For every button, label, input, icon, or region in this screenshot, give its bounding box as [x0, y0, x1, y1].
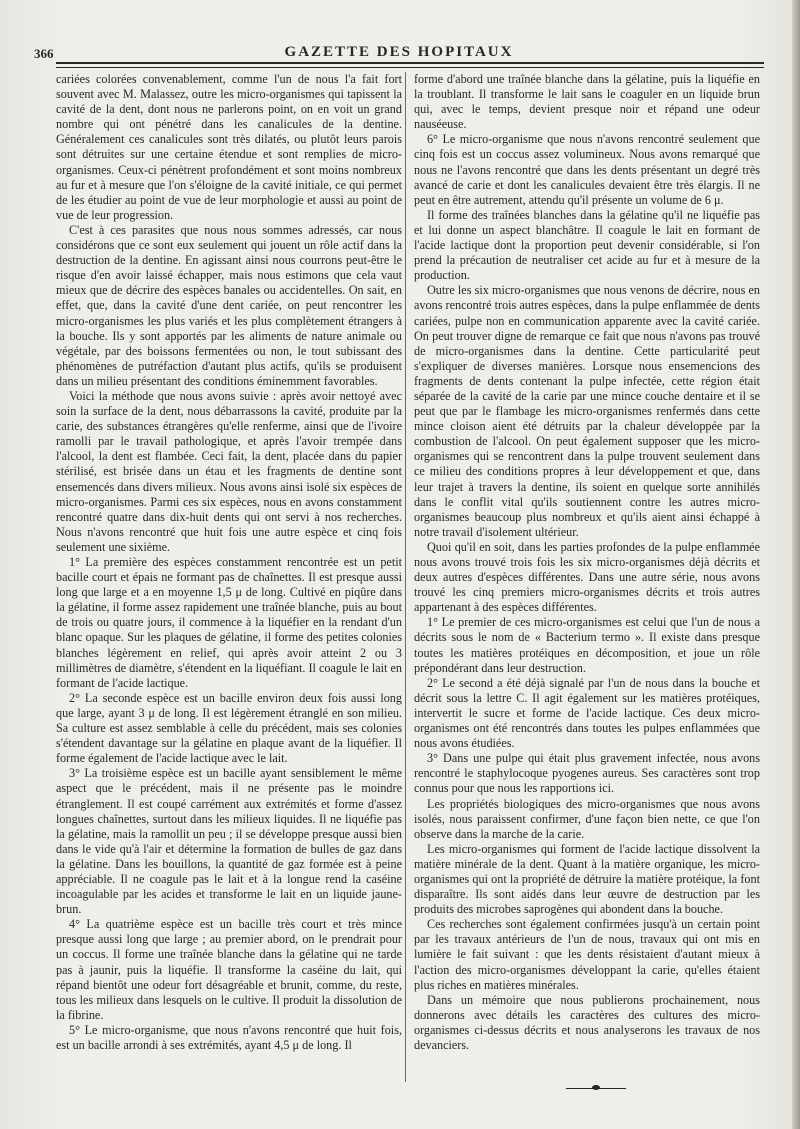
paragraph: 5° Le micro-organisme, que nous n'avons rencontré que huit fois, est un bacille arrondi à ses extrémités, ayant 4,5 μ de long. Il [56, 1022, 402, 1052]
paragraph: forme d'abord une traînée blanche dans la gélatine, puis la liquéfie en la troublant. Il transforme le lait sans le coaguler en un liquide brun qui, avec le temps, devient presque noir et répand une odeur nauséeuse. [414, 72, 760, 132]
paragraph: 6° Le micro-organisme que nous n'avons rencontré seulement que cinq fois est un coccus assez volumineux. Nous avons remarqué que nous ne l'avons rencontré que dans les dents présentant un degré très avancé de carie et dont les canalicules devaient être très élargis. Il ne peut en être autrement, attendu qu'il présente un volume de 6 μ. [414, 132, 760, 207]
paragraph: Outre les six micro-organismes que nous venons de décrire, nous en avons rencontré trois autres espèces, dans la pulpe enflammée de dents cariées, pulpe non en communication apparente avec la cavité cariée. On peut trouver digne de remarque ce fait que nous n'avons pas trouvé de micro-organismes dans la dentine. Cette particularité peut s'expliquer de diverses manières. Lorsque nous ensemencions des fragments de dents contenant la pulpe infectée, cette région était séparée de la cavité de la carie par une mince couche dentaire et il se peut que par le flambage les micro-organismes renfermés dans cette mince cloison aient été détruits par la chaleur développée par la combustion de l'alcool. On peut également supposer que les micro-organismes qui se rencontrent dans la pulpe trouvent seulement dans ce milieu des conditions propres à leur développement et que, dans leur trajet à travers la dentine, ils soient en quelque sorte annihilés dans le conflit vital qu'ils soutiennent contre les autres micro-organismes beaucoup plus nombreux et qu'ils aient ainsi échappé à notre travail d'isolement ultérieur. [414, 283, 760, 539]
paragraph: Voici la méthode que nous avons suivie : après avoir nettoyé avec soin la surface de la dent, nous débarrassons la cavité, produite par la carie, des substances étrangères qu'elle renferme, ainsi que de l'ivoire ramolli par le travail pathologique, et après l'avoir trempée dans l'alcool, la dent est flambée. Ceci fait, la dent, placée dans du papier stérilisé, est brisée dans un étau et les fragments de dentine sont ensemencés dans divers milieux. Nous avons ainsi isolé six espèces de micro-organismes. Parmi ces six espèces, nous en avons constamment rencontré quatre dans dix-huit dents qui ont servi à nos recherches. Nous n'avons rencontré que huit fois une autre espèce et cinq fois seulement une sixième. [56, 388, 402, 554]
page-header [34, 40, 764, 64]
column-divider [405, 72, 406, 1082]
book-spine-edge [792, 0, 800, 1129]
page-number: 366 [34, 46, 54, 61]
article-end-ornament [592, 1085, 600, 1090]
paragraph: Il forme des traînées blanches dans la gélatine qu'il ne liquéfie pas et lui donne un aspect blanchâtre. Il coagule le lait en formant de l'acide lactique dont la proportion peut devenir considérable, si l'on prend la précaution de neutraliser cet acide au fur et à mesure de la production. [414, 207, 760, 283]
paragraph: 1° Le premier de ces micro-organismes est celui que l'un de nous a décrits sous le nom de « Bacterium termo ». Il existe dans presque toutes les matières protéiques en décomposition, et joue un rôle prépondérant dans leur destruction. [414, 615, 760, 675]
left-column [56, 72, 402, 1053]
right-column [414, 72, 760, 1053]
paragraph: Les micro-organismes qui forment de l'acide lactique dissolvent la matière minérale de la dent. Quant à la matière organique, les micro-organismes qui ont la propriété de détruire la matière protéique, la font disparaître. Ils sont aidés dans leur œuvre de destruction par les produits des microbes saprogènes qui abondent dans la bouche. [414, 841, 760, 917]
paragraph: 2° La seconde espèce est un bacille environ deux fois aussi long que large, ayant 3 μ de long. Il est légèrement étranglé en son milieu. Sa culture est assez semblable à celle du précédent, mais ses colonies s'étendent davantage sur la gélatine en plaque avant de la liquéfier. Il forme également de l'acide lactique avec le lait. [56, 690, 402, 766]
paragraph: Ces recherches sont également confirmées jusqu'à un certain point par les travaux antérieurs de l'un de nous, travaux qui ont mis en lumière le fait suivant : que les dents résistaient d'autant mieux à l'action des micro-organismes développant la carie, qu'elles étaient plus riches en matières minérales. [414, 917, 760, 992]
paragraph: 3° Dans une pulpe qui était plus gravement infectée, nous avons rencontré le staphylocoque pyogenes aureus. Ses caractères sont trop connus pour que nous les rapportions ici. [414, 751, 760, 796]
journal-title: GAZETTE DES HOPITAUX [284, 44, 514, 60]
header-rule-thick [56, 62, 764, 64]
paragraph: 4° La quatrième espèce est un bacille très court et très mince presque aussi long que large ; au premier abord, on le prendrait pour un coccus. Il forme une traînée blanche dans la gélatine qui ne tarde pas à jaunir, puis la liquéfie. Il transforme la caséine du lait, qui répand bientôt une odeur fort désagréable et brunit, comme, du reste, tous les milieux dans lesquels on le cultive. Il produit la dissolution de la fibrine. [56, 917, 402, 1022]
paragraph: 3° La troisième espèce est un bacille ayant sensiblement le même aspect que le précédent, mais il ne présente pas le moindre étranglement. Il est coupé carrément aux extrémités et forme d'assez longues chaînettes, surtout dans les milieux liquides. Il ne liquéfie pas la gélatine, mais la ramollit un peu ; il se développe presque aussi bien dans le vide qu'à l'air et détermine la formation de bulles de gaz dans la gélatine. Dans les bouillons, la quantité de gaz formée est à peine appréciable. Il ne coagule pas le lait et à la longue rend la caséine incoagulable par les acides et transforme le lait en un liquide jaune-brun. [56, 766, 402, 917]
paragraph: 2° Le second a été déjà signalé par l'un de nous dans la bouche et décrit sous la lettre C. Il agit également sur les matières protéiques, intervertit le sucre et forme de l'acide lactique. Ces deux micro-organismes ont été rencontrés dans toutes les pulpes enflammées que nous avons étudiées. [414, 675, 760, 751]
paragraph: Dans un mémoire que nous publierons prochainement, nous donnerons avec détails les caractères des cultures des micro-organismes ci-dessus décrits et nous analyserons les travaux de nos devanciers. [414, 992, 760, 1052]
paragraph: 1° La première des espèces constamment rencontrée est un petit bacille court et épais ne formant pas de chaînettes. Il est presque aussi long que large et a en moyenne 1,5 μ de long. Cultivé en piqûre dans la gélatine, il forme assez rapidement une traînée blanche, puis au bout de trois ou quatre jours, il commence à la liquéfier en la rendant d'un blanc opaque. Sur les plaques de gélatine, il forme des petites colonies blanches légèrement en relief, qui après avoir atteint 2 ou 3 millimètres de diamètre, s'étendent en la liquéfiant. Il coagule le lait en formant de l'acide lactique. [56, 555, 402, 690]
paragraph: cariées colorées convenablement, comme l'un de nous l'a fait fort souvent avec M. Malassez, outre les micro-organismes qui tapissent la cavité de la dent, dont nous ne parlerons point, on en voit un grand nombre qui ont pénétré dans les canalicules de la dentine. Généralement ces canalicules sont très dilatés, ou plutôt leurs parois sont détruites sur une certaine étendue et sont remplies de micro-organismes. Ceux-ci pénètrent profondément et sont moins nombreux au fur et à mesure que l'on s'éloigne de la cavité initiale, ce qui permet de les étudier au point de vue de leur morphologie et aussi au point de vue de leur progression. [56, 72, 402, 222]
header-rule-thin [56, 67, 764, 68]
paragraph: Les propriétés biologiques des micro-organismes que nous avons isolés, nous paraissent confirmer, d'une façon bien nette, ce que l'on observe dans la marche de la carie. [414, 796, 760, 841]
paragraph: Quoi qu'il en soit, dans les parties profondes de la pulpe enflammée nous avons trouvé trois fois les six micro-organismes déjà décrits et deux autres d'espèces différentes. Dans une autre série, nous avons trouvé les cinq premiers micro-organismes décrits et trois autres appartenant à des espèces différentes. [414, 539, 760, 615]
paragraph: C'est à ces parasites que nous nous sommes adressés, car nous considérons que ce sont eux seulement qui jouent un rôle actif dans la destruction de la dentine. En agissant ainsi nous courrons peut-être le risque d'en avoir laissé échapper, mais nous estimons que cela vaut mieux que de décrire des espèces banales ou accidentelles. On sait, en effet, que, dans la cavité d'une dent cariée, on peut rencontrer les micro-organismes les plus variés et les plus complètement étrangers à la bouche. Ils y sont apportés par les aliments de nature animale ou végétale, par des boissons fermentées ou non, le tout subissant des phénomènes de putréfaction d'autant plus actifs, qu'ils se produisent dans un milieu présentant des conditions éminemment favorables. [56, 222, 402, 388]
